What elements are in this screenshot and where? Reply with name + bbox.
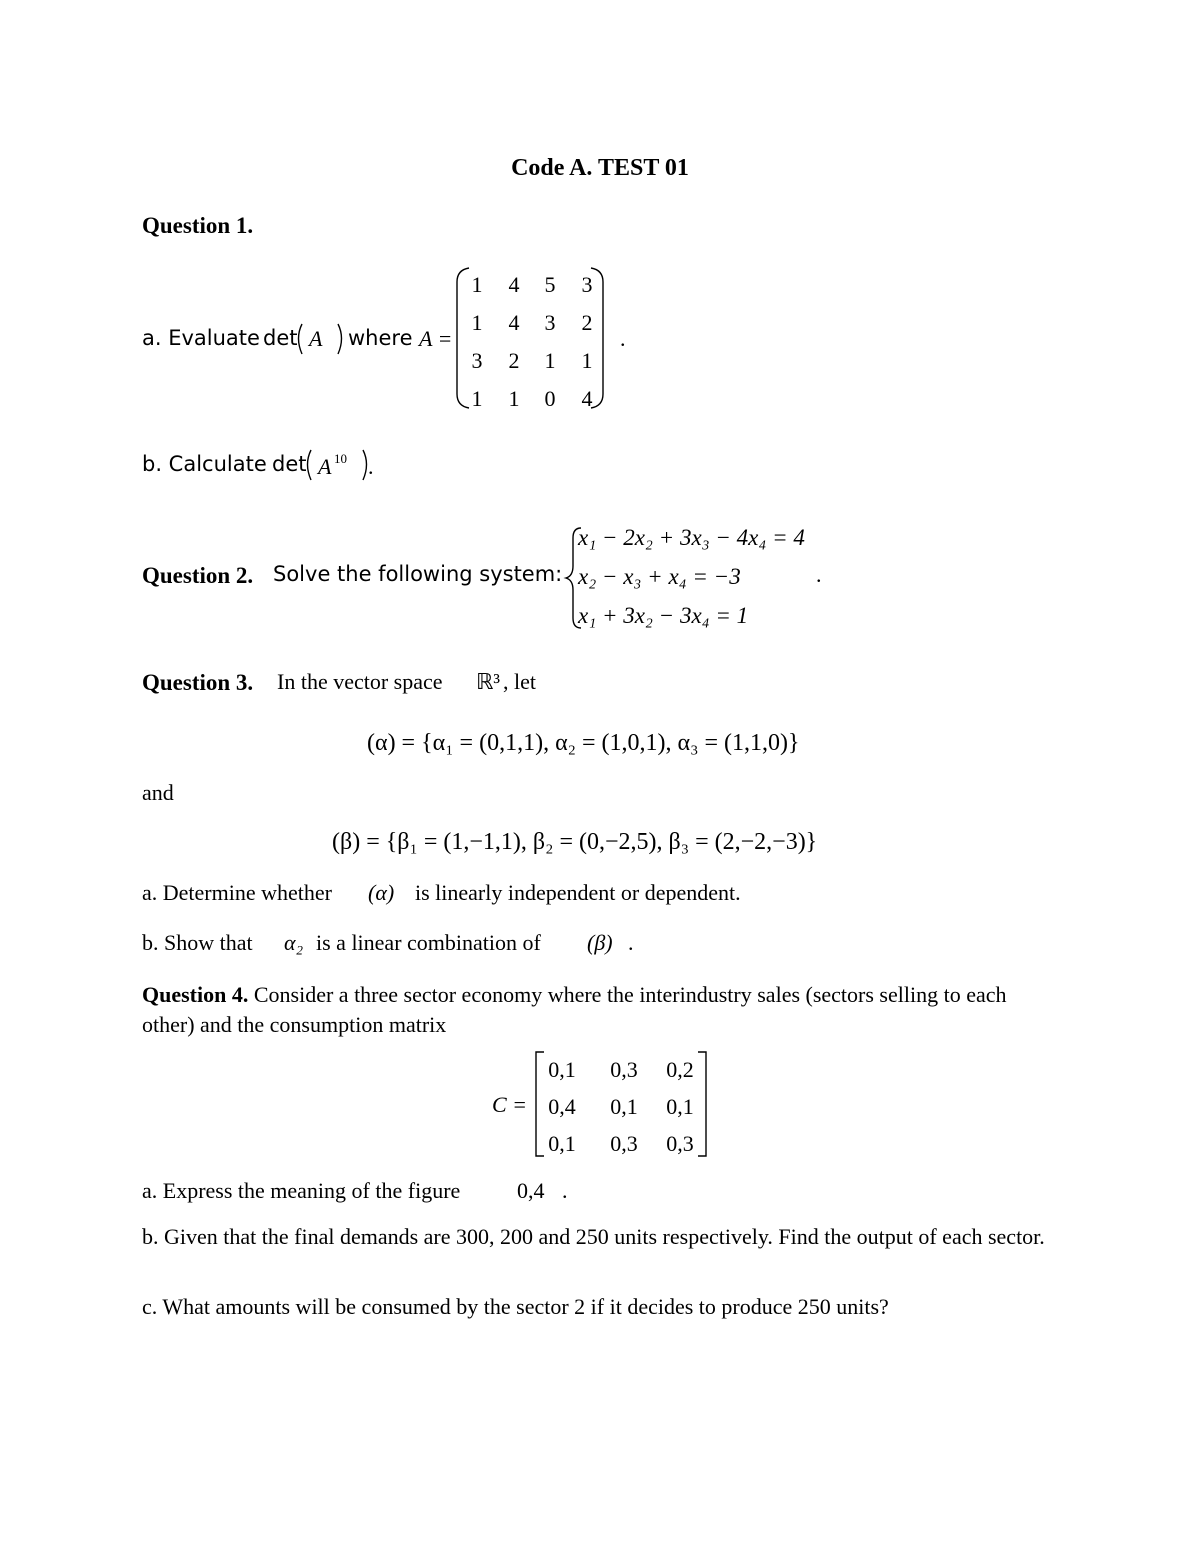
matrix-c-cell: 0,2 [666,1057,694,1082]
matrix-c-cell: 0,1 [610,1094,638,1119]
q3b-symbol-2: (β) [587,930,613,955]
matrix-c-cell: 0,1 [548,1131,576,1156]
q3-space: ℝ³ [476,669,501,694]
matrix-a-cell: 4 [508,310,520,335]
question-2-heading: Question 2. [142,563,254,588]
matrix-c-brackets [534,1050,714,1160]
q4-lhs: C = [492,1092,528,1117]
q3b-mid: is a linear combination of [316,930,541,955]
q4c-text: c. What amounts will be consumed by the sector 2 if it decides to produce 250 units? [142,1294,889,1319]
matrix-a-cell: 1 [508,386,520,411]
q1a-lhs: A = [419,326,453,351]
matrix-a-cell: 1 [471,272,483,297]
q3a-pre: a. Determine whether [142,880,332,905]
matrix-c-cell: 0,4 [548,1094,576,1119]
q2-equation-2: x₂ − x₃ + x₄ = −3 [578,564,741,589]
matrix-a-cell: 1 [471,386,483,411]
q3b-symbol: α₂ [284,930,304,955]
q1a-end: . [620,326,626,351]
q1a-det: det [263,326,298,350]
question-3-heading: Question 3. [142,670,254,695]
q3-beta-set: (β) = {β₁ = (1,−1,1), β₂ = (0,−2,5), β₃ = (2,−2,−3)} [332,829,818,855]
q1a-arg: A [309,326,323,351]
q1a-prefix: a. Evaluate [142,326,260,350]
q3a-post: is linearly independent or dependent. [415,880,741,905]
matrix-a-cell: 1 [544,348,556,373]
matrix-c-cell: 0,1 [548,1057,576,1082]
matrix-a-cell: 3 [581,272,593,297]
matrix-a-cell: 4 [508,272,520,297]
q4a-pre: a. Express the meaning of the figure [142,1178,461,1203]
q3-text-pre: In the vector space [277,669,443,694]
matrix-a-cell: 4 [581,386,593,411]
q1b-arg: A [318,454,332,479]
question-4-heading: Question 4. [142,982,249,1007]
matrix-c-cell: 0,3 [610,1057,638,1082]
q2-text: Solve the following system: [273,562,563,586]
page-title: Code A. TEST 01 [511,155,689,181]
q4-text: Consider a three sector economy where the interindustry sales (sectors selling to each other) and the consumption matrix [142,982,1007,1037]
q2-end: . [816,562,822,587]
q3b-pre: b. Show that [142,930,253,955]
matrix-c-cell: 0,1 [666,1094,694,1119]
q1a-det-parens [294,322,354,362]
q4a-value: 0,4 [517,1178,545,1203]
q1b-end: . [368,454,374,479]
q1b-prefix: b. Calculate [142,452,267,476]
matrix-a-cell: 0 [544,386,556,411]
q4a-end: . [562,1178,568,1203]
q2-equation-1: x₁ − 2x₂ + 3x₃ − 4x₄ = 4 [578,525,805,550]
question-1-heading: Question 1. [142,213,254,238]
q1b-det: det [272,452,307,476]
matrix-a-cell: 3 [471,348,483,373]
q3a-symbol: (α) [368,880,395,905]
q3-alpha-set: (α) = {α₁ = (0,1,1), α₂ = (1,0,1), α₃ = (1,1,0)} [367,730,800,756]
q3b-end: . [628,930,634,955]
matrix-a-cell: 1 [581,348,593,373]
matrix-a-parens [455,266,615,416]
q4b-text: b. Given that the final demands are 300, 200 and 250 units respectively. Find the output of each sector. [142,1224,1045,1249]
q2-equation-3: x₁ + 3x₂ − 3x₄ = 1 [578,603,749,628]
matrix-a-cell: 2 [581,310,593,335]
matrix-a-cell: 2 [508,348,520,373]
matrix-a-cell: 5 [544,272,556,297]
matrix-a-cell: 3 [544,310,556,335]
q1b-exponent: 10 [334,451,347,466]
matrix-c-cell: 0,3 [610,1131,638,1156]
matrix-a-cell: 1 [471,310,483,335]
question-4-paragraph [142,980,1062,1040]
q1a-where: where [348,326,413,350]
q3-text-post: , let [503,669,536,694]
matrix-c-cell: 0,3 [666,1131,694,1156]
q3-and: and [142,780,174,805]
